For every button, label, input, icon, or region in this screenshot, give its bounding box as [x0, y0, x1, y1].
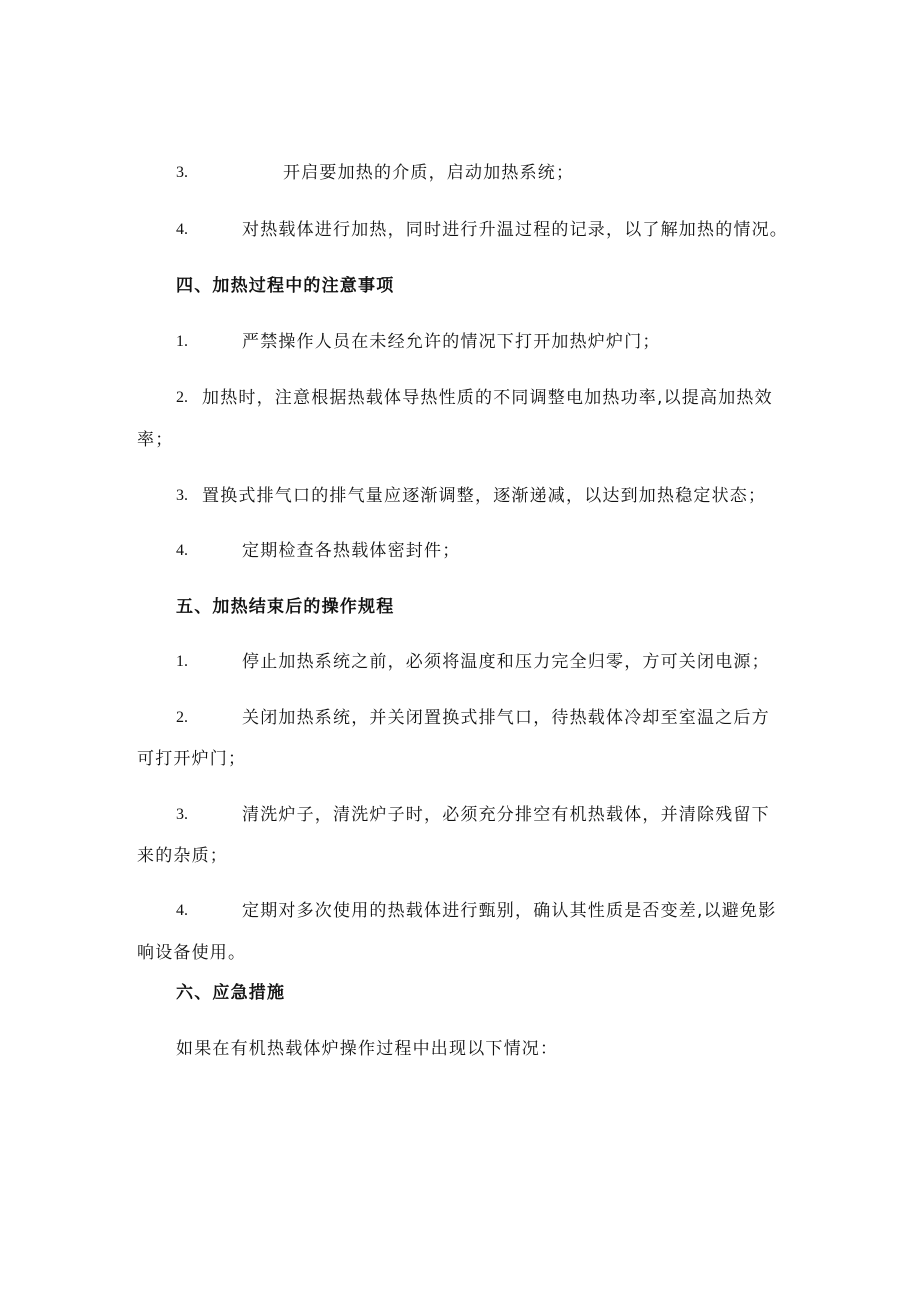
step4-number: 4.	[176, 221, 188, 238]
s5-item3-text-line1: 清洗炉子，清洗炉子时，必须充分排空有机热载体，并清除残留下	[242, 805, 770, 825]
s4-item1-number: 1.	[176, 333, 188, 350]
s4-item3-text: 置换式排气口的排气量应逐渐调整，逐渐递减，以达到加热稳定状态；	[202, 486, 767, 506]
s5-item3-text-line2: 来的杂质；	[137, 846, 228, 866]
s5-item2-text-line2: 可打开炉门；	[137, 749, 247, 769]
s4-item2-text-line2: 率；	[137, 430, 174, 450]
section5-heading: 五、加热结束后的操作规程	[176, 597, 395, 617]
s4-item4-text: 定期检查各热载体密封件；	[242, 541, 461, 561]
s5-item4-text-line2: 响设备使用。	[137, 943, 247, 963]
s4-item1-text: 严禁操作人员在未经允许的情况下打开加热炉炉门；	[242, 332, 661, 352]
step3-number: 3.	[176, 164, 188, 181]
step4-text: 对热载体进行加热，同时进行升温过程的记录，以了解加热的情况。	[242, 220, 788, 240]
s5-item4-text-line1: 定期对多次使用的热载体进行甄别，确认其性质是否变差,以避免影	[242, 901, 777, 921]
step3-text: 开启要加热的介质，启动加热系统；	[283, 163, 575, 183]
s5-item1-text: 停止加热系统之前，必须将温度和压力完全归零，方可关闭电源；	[242, 652, 770, 672]
s5-item3-number: 3.	[176, 806, 188, 823]
s4-item2-number: 2.	[176, 389, 188, 406]
s5-item1-number: 1.	[176, 653, 188, 670]
s5-item2-text-line1: 关闭加热系统，并关闭置换式排气口，待热载体冷却至室温之后方	[242, 708, 770, 728]
s6-paragraph: 如果在有机热载体炉操作过程中出现以下情况：	[176, 1039, 559, 1059]
s4-item3-number: 3.	[176, 487, 188, 504]
s4-item2-text-line1: 加热时，注意根据热载体导热性质的不同调整电加热功率,以提高加热效	[202, 388, 773, 408]
s4-item4-number: 4.	[176, 542, 188, 559]
section4-heading: 四、加热过程中的注意事项	[176, 276, 395, 296]
s5-item2-number: 2.	[176, 709, 188, 726]
s5-item4-number: 4.	[176, 902, 188, 919]
section6-heading: 六、应急措施	[176, 983, 286, 1003]
